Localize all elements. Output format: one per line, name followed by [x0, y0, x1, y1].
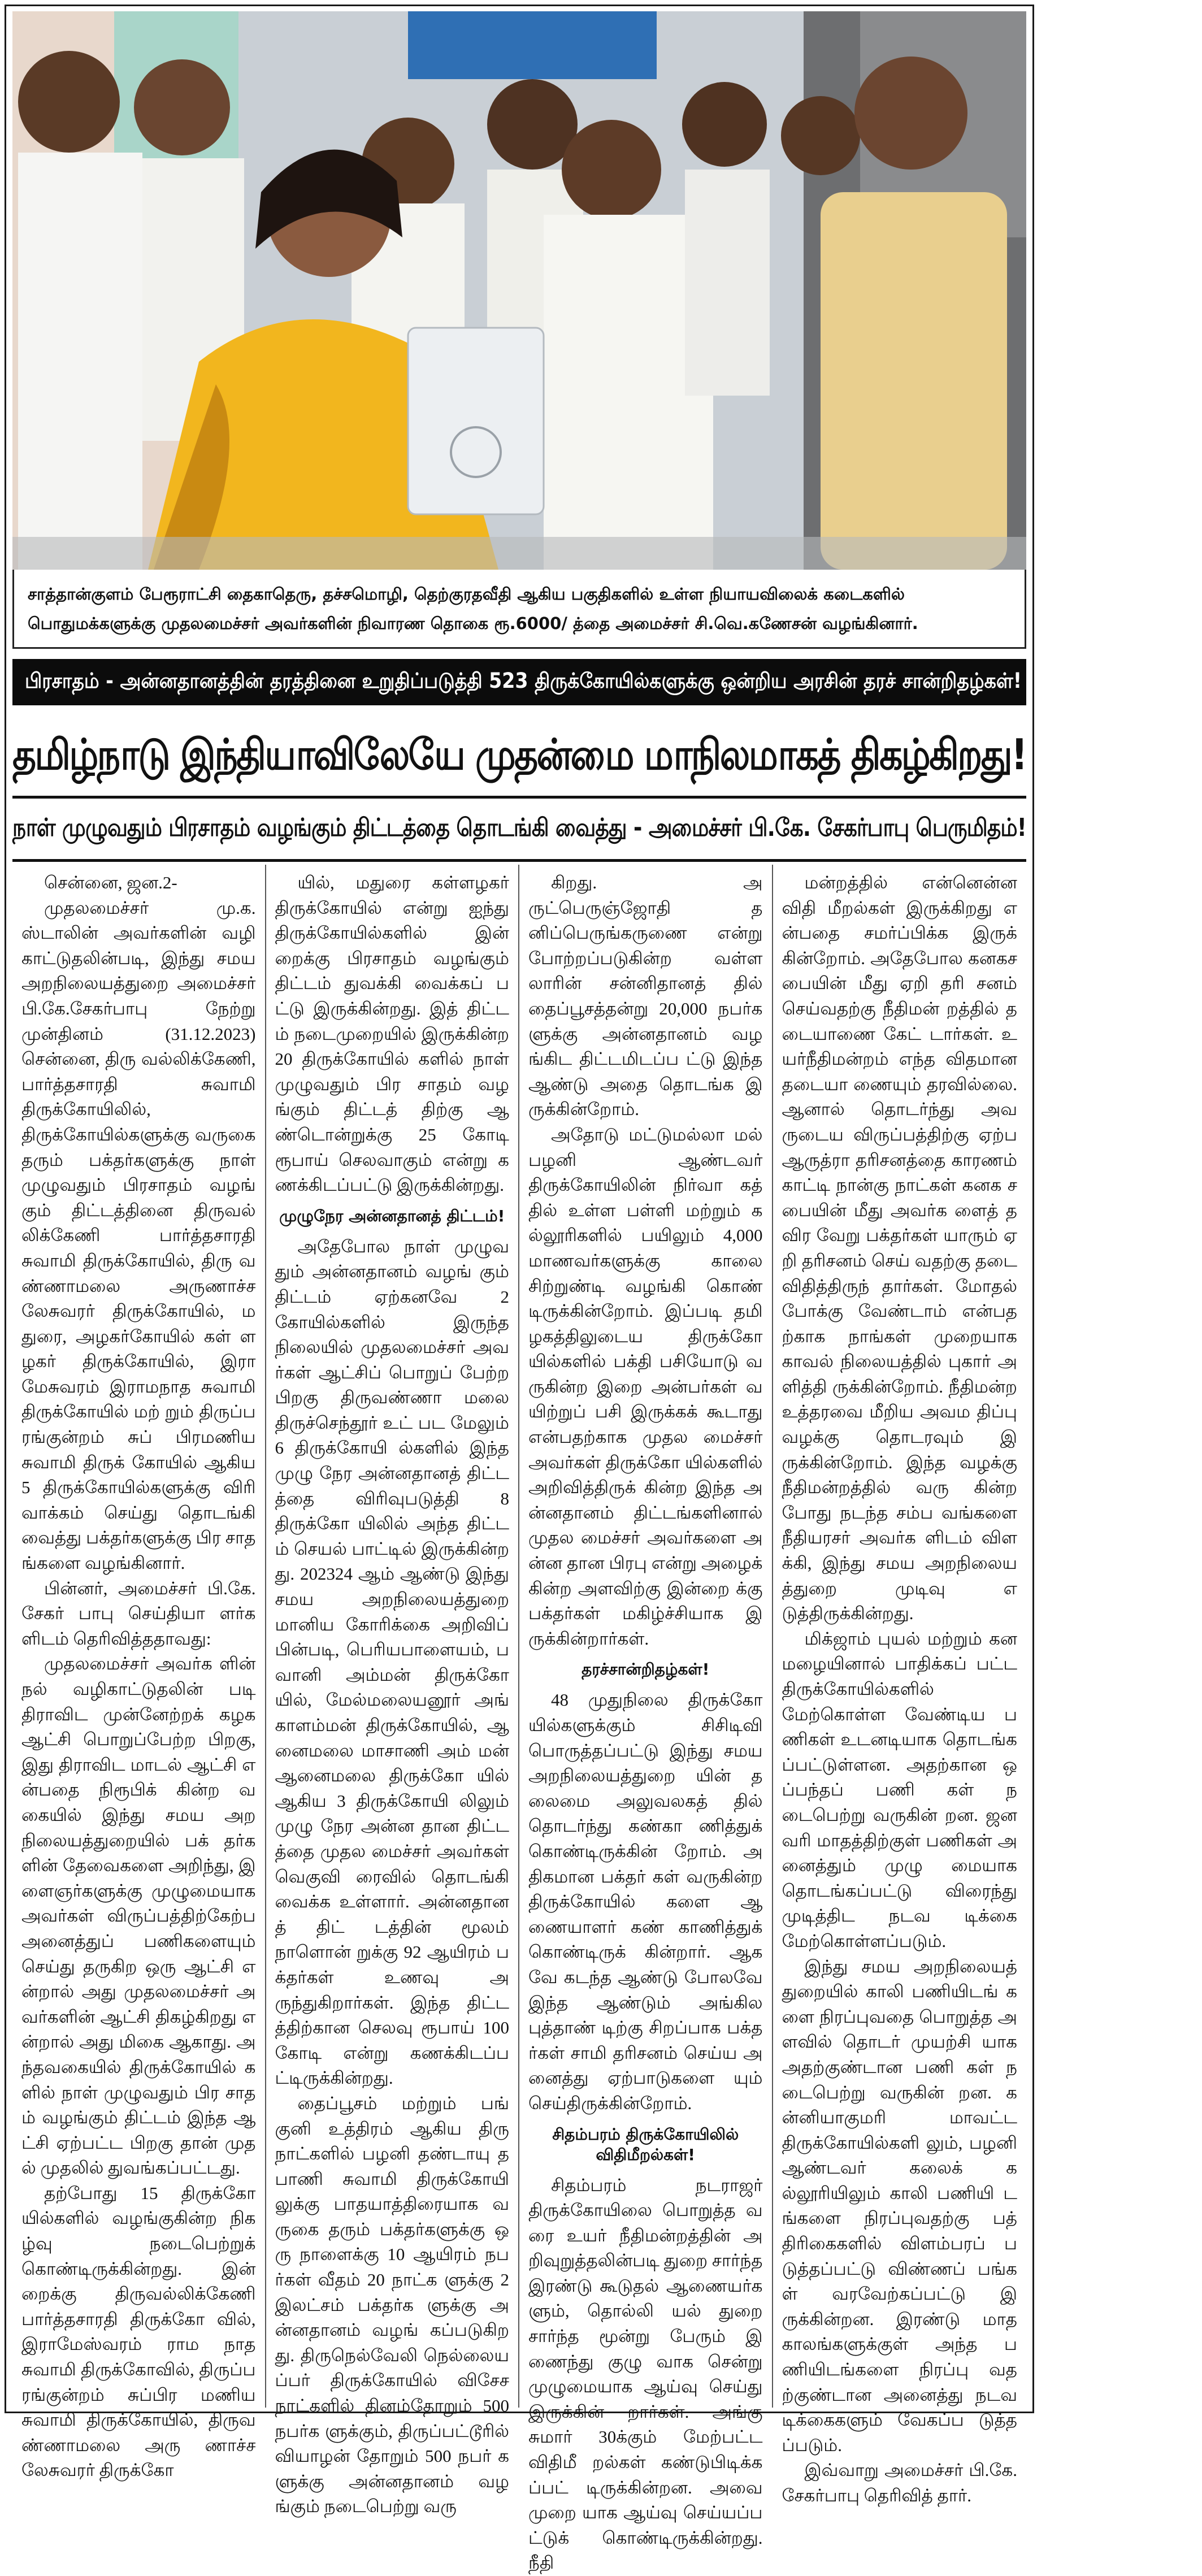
- paragraph: பின்னர், அமைச்சர் பி.கே.சேகர் பாபு செய்தியா ளர்களிடம் தெரிவித்ததாவது:: [21, 1576, 256, 1652]
- article-column-4: [773, 865, 1027, 2408]
- paragraph: மன்றத்தில் என்னென்ன விதி மீறல்கள் இருக்கிறது என்பதை சமர்ப்பிக்க இருக் கின்றோம். அதேபோல கனகசபையின் மீது ஏறி தரி சனம் செய்வதற்கு நீதிமன் றத்தில் தடையாணை கேட் டார்கள். உயர்நீதிமன்றம் எந்த விதமான தடையா ணையும் தரவில்லை. ஆனால் தொடர்ந்து அவருடைய விருப்பத்திற்கு ஏற்ப ஆருத்ரா தரிசனத்தை காரணம் காட்டி நான்கு நாட்கள் கனக சபையின் மீது அவர்க ளைத் தவிர வேறு பக்தர்கள் யாரும் ஏறி தரிசனம் செய் வதற்கு தடை விதித்திருந் தார்கள். மோதல் போக்கு வேண்டாம் என்பதற்காக நாங்கள் முறையாக காவல் நிலையத்தில் புகார் அளித்தி ருக்கின்றோம். நீதிமன்ற உத்தரவை மீறிய அவம திப்பு வழக்கு தொடரவும் இருக்கின்றோம். இந்த வழக்கு நீதிமன்றத்தில் வரு கின்ற போது நடந்த சம்ப வங்களை நீதியரசர் அவர்க ளிடம் விளக்கி, இந்து சமய அறநிலையத்துறை முடிவு எடுத்திருக்கின்றது.: [782, 870, 1018, 1627]
- section-heading: சிதம்பரம் திருக்கோயிலில் விதிமீறல்கள்!: [528, 2124, 763, 2165]
- paragraph: இந்து சமய அறநிலையத் துறையில் காலி பணியிடங் களை நிரப்புவதை பொறுத்த அளவில் தொடர் முயற்சி யாக அதற்குண்டான பணி கள் நடைபெற்று வருகின் றன. கன்னியாகுமரி மாவட்ட திருக்கோயில்களி லும், பழனி ஆண்டவர் கலைக் கல்லூரியிலும் காலி பணியி டங்களை நிரப்புவதற்கு பத் திரிகைகளில் விளம்பரப் படுத்தப்பட்டு விண்ணப் பங்கள் வரவேற்கப்பட்டு இருக்கின்றன. இரண்டு மாத காலங்களுக்குள் அந்த பணியிடங்களை நிரப்பு வதற்குண்டான அனைத்து நடவடிக்கைகளும் வேகப்ப டுத்தப்படும்.: [782, 1954, 1018, 2458]
- paragraph: தற்போது 15 திருக்கோ யில்களில் வழங்குகின்ற நிகழ்வு நடைபெற்றுக் கொண்டிருக்கின்றது. இன் றைக்கு திருவல்லிக்கேணி பார்த்தசாரதி திருக்கோ வில், இராமேஸ்வரம் ராம நாதசுவாமி திருக்கோவில், திருப்பரங்குன்றம் சுப்பிர மணிய சுவாமி திருக்கோயில், திருவண்ணாமலை அரு ணாச்சலேசுவரர் திருக்கோ: [21, 2181, 256, 2483]
- caption-line-2: பொதுமக்களுக்கு முதலமைச்சர் அவர்களின் நிவாரண தொகை ரூ.6000/ த்தை அமைச்சர் சி.வெ.கணேசன் வழங்கினார்.: [28, 609, 1011, 638]
- article-body: [12, 865, 1026, 2408]
- paragraph: மிக்ஜாம் புயல் மற்றும் கனமழையினால் பாதிக்கப் பட்ட திருக்கோயில்களில் மேற்கொள்ள வேண்டிய பணிகள் உடனடியாக தொடங்கப்பட்டுள்ளன. அதற்கான ஒப்பந்தப் பணி கள் நடைபெற்று வருகின் றன. ஜனவரி மாதத்திற்குள் பணிகள் அனைத்தும் முழு மையாக தொடங்கப்பட்டு விரைந்து முடித்திட நடவ டிக்கை மேற்கொள்ளப்படும்.: [782, 1627, 1018, 1954]
- paragraph: கிறது. அருட்பெருஞ்ஜோதி தனிப்பெருங்கருணை என்று போற்றப்படுகின்ற வள்ளலாரின் சன்னிதானத் தில் தைப்பூசத்தன்று 20,000 நபர்களுக்கு அன்னதானம் வழங்கிட திட்டமிடப்ப ட்டு இந்த ஆண்டு அதை தொடங்க இருக்கின்றோம்.: [528, 870, 763, 1122]
- article-column-2: [266, 865, 520, 2408]
- photo-illustration: [12, 11, 1026, 570]
- caption-line-1: சாத்தான்குளம் பேரூராட்சி தைகாதெரு, தச்சமொழி, தெற்குரதவீதி ஆகிய பகுதிகளில் உள்ள நியாயவிலைக் கடைகளில்: [28, 579, 1011, 609]
- photo-caption: [12, 570, 1026, 649]
- paragraph: அதேபோல நாள் முழுவ தும் அன்னதானம் வழங் கும் திட்டம் ஏற்கனவே 2 கோயில்களில் இருந்த நிலையில் முதலமைச்சர் அவர்கள் ஆட்சிப் பொறுப் பேற்ற பிறகு திருவண்ணா மலை திருச்செந்தூர் உட் பட மேலும் 6 திருக்கோயி ல்களில் இந்த முழு நேர அன்னதானத் திட்டத்தை விரிவுபடுத்தி 8 திருக்கோ யிலில் அந்த திட்டம் செயல் பாட்டில் இருக்கின்றது. 202324 ஆம் ஆண்டு இந்து சமய அறநிலையத்துறை மானிய கோரிக்கை அறிவிப் பின்படி, பெரியபாளையம், பவானி அம்மன் திருக்கோ யில், மேல்மலையனூர் அங் காளம்மன் திருக்கோயில், ஆனைமலை மாசாணி அம் மன் ஆனைமலை திருக்கோ யில் ஆகிய 3 திருக்கோயி லிலும் முழு நேர அன்ன தான திட்டத்தை முதல மைச்சர் அவர்கள் வெகுவி ரைவில் தொடங்கி வைக்க உள்ளார். அன்னதானத் திட் டத்தின் மூலம் நாளொன் றுக்கு 92 ஆயிரம் பக்தர்கள் உணவு அருந்துகிறார்கள். இந்த திட்டத்திற்கான செலவு ரூபாய் 100 கோடி என்று கணக்கிடப்பட்டிருக்கின்றது.: [275, 1234, 510, 2091]
- news-photo: [12, 11, 1026, 570]
- paragraph: 48 முதுநிலை திருக்கோ யில்களுக்கும் சிசிடிவி பொருத்தப்பட்டு இந்து சமய அறநிலையத்துறை யின் தலைமை அலுவலகத் தில் தொடர்ந்து கண்கா ணித்துக் கொண்டிருக்கின் றோம். அதிகமான பக்தர் கள் வருகின்ற திருக்கோயில் களை ஆணையாளர் கண் காணித்துக் கொண்டிருக் கின்றார். ஆகவே கடந்த ஆண்டு போலவே இந்த ஆண்டும் அங்கில புத்தாண் டிற்கு சிறப்பாக பக்தர்கள் சாமி தரிசனம் செய்ய அனைத்து ஏற்பாடுகளை யும் செய்திருக்கின்றோம்.: [528, 1688, 763, 2116]
- subheadline: நாள் முழுவதும் பிரசாதம் வழங்கும் திட்டத்தை தொடங்கி வைத்து - அமைச்சர் பி.கே. சேகர்பாபு பெருமிதம்!: [12, 797, 1026, 859]
- section-heading: தரச்சான்றிதழ்கள்!: [528, 1659, 763, 1680]
- paragraph: அதோடு மட்டுமல்லா மல் பழனி ஆண்டவர் திருக்கோயிலின் நிர்வா கத் தில் உள்ள பள்ளி மற்றும் கல்லூரிகளில் பயிலும் 4,000 மாணவர்களுக்கு காலை சிற்றுண்டி வழங்கி கொண் டிருக்கின்றோம். இப்படி தமி ழகத்திலுடைய திருக்கோ யில்களில் பக்தி பசியோடு வருகின்ற இறை அன்பர்கள் வயிற்றுப் பசி இருக்கக் கூடாது என்பதற்காக முதல மைச்சர் அவர்கள் திருக்கோ யில்களில் அறிவித்திருக் கின்ற இந்த அன்னதானம் திட்டங்களினால் முதல மைச்சர் அவர்களை அன்ன தான பிரபு என்று அழைக் கின்ற அளவிற்கு இன்றை க்கு பக்தர்கள் மகிழ்ச்சியாக இருக்கின்றார்கள்.: [528, 1122, 763, 1651]
- paragraph: யில், மதுரை கள்ளழகர் திருக்கோயில் என்று ஐந்து திருக்கோயில்களில் இன் றைக்கு பிரசாதம் வழங்கும் திட்டம் துவக்கி வைக்கப் பட்டு இருக்கின்றது. இத் திட்டம் நடைமுறையில் இருக்கின்ற 20 திருக்கோயில் களில் நாள் முழுவதும் பிர சாதம் வழங்கும் திட்டத் திற்கு ஆண்டொன்றுக்கு 25 கோடி ரூபாய் செலவாகும் என்று கணக்கிடப்பட்டு இருக்கின்றது.: [275, 870, 510, 1198]
- paragraph: முதலமைச்சர் அவர்க ளின் நல் வழிகாட்டுதலின் படி திராவிட முன்னேற்றக் கழக ஆட்சி பொறுப்பேற்ற பிறகு, இது திராவிட மாடல் ஆட்சி என்பதை நிரூபிக் கின்ற வகையில் இந்து சமய அறநிலையத்துறையில் பக் தர்களின் தேவைகளை அறிந்து, இளைஞர்களுக்கு முழுமையாக அவர்கள் விருப்பத்திற்கேற்ப அனைத்துப் பணிகளையும் செய்து தருகிற ஒரு ஆட்சி என்றால் அது முதலமைச்சர் அவர்களின் ஆட்சி திகழ்கிறது என்றால் அது மிகை ஆகாது. அந்தவகையில் திருக்கோயில் களில் நாள் முழுவதும் பிர சாதம் வழங்கும் திட்டம் இந்த ஆட்சி ஏற்பட்ட பிறகு தான் முதல் முதலில் துவங்கப்பட்டது.: [21, 1651, 256, 2180]
- dateline: சென்னை, ஜன.2-: [21, 870, 256, 896]
- subhead-rule: [12, 859, 1026, 862]
- paragraph: சிதம்பரம் நடராஜர் திருக்கோயிலை பொறுத்த வரை உயர் நீதிமன்றத்தின் அறிவுறுத்தலின்படி துறை சார்ந்த இரண்டு கூடுதல் ஆணையர்களும், தொல்லி யல் துறை சார்ந்த மூன்று பேரும் இணைந்து குழு வாக சென்று முழுமையாக ஆய்வு செய்து இருக்கின் றார்கள். அங்கு சுமார் 30க்கும் மேற்பட்ட விதிமீ றல்கள் கண்டுபிடிக்கப்பட் டிருக்கின்றன. அவை முறை யாக ஆய்வு செய்யப்பட்டுக் கொண்டிருக்கின்றது. நீதி: [528, 2173, 763, 2576]
- paragraph: தைப்பூசம் மற்றும் பங் குனி உத்திரம் ஆகிய திரு நாட்களில் பழனி தண்டாயு தபாணி சுவாமி திருக்கோயி லுக்கு பாதயாத்திரையாக வருகை தரும் பக்தர்களுக்கு ஒரு நாளைக்கு 10 ஆயிரம் நபர்கள் வீதம் 20 நாட்க ளுக்கு 2 இலட்சம் பக்தர்க ளுக்கு அன்னதானம் வழங் கப்படுகிறது. திருநெல்வேலி நெல்லையப்பர் திருக்கோயில் விசேச நாட்களில் தினம்தோறும் 500 நபர்க ளுக்கும், திருப்பட்டூரில் வியாழன் தோறும் 500 நபர் களுக்கு அன்னதானம் வழங்கும் நடைபெற்று வரு: [275, 2091, 510, 2519]
- kicker-banner: பிரசாதம் - அன்னதானத்தின் தரத்தினை உறுதிப்படுத்தி 523 திருக்கோயில்களுக்கு ஒன்றிய அரசின் தரச் சான்றிதழ்கள்!: [12, 659, 1026, 705]
- article-column-3: [519, 865, 773, 2408]
- headline: தமிழ்நாடு இந்தியாவிலேயே முதன்மை மாநிலமாகத் திகழ்கிறது!: [12, 713, 1026, 796]
- article-column-1: [12, 865, 266, 2408]
- paragraph: முதலமைச்சர் மு.க. ஸ்டாலின் அவர்களின் வழி காட்டுதலின்படி, இந்து சமய அறநிலையத்துறை அமைச்சர் பி.கே.சேகர்பாபு நேற்று முன்தினம் (31.12.2023) சென்னை, திரு வல்லிக்கேணி, பார்த்தசாரதி சுவாமி திருக்கோயிலில், திருக்கோயில்களுக்கு வருகை தரும் பக்தர்களுக்கு நாள் முழுவதும் பிரசாதம் வழங் கும் திட்டத்தினை திருவல் லிக்கேணி பார்த்தசாரதி சுவாமி திருக்கோயில், திரு வண்ணாமலை அருணாச்ச லேசுவரர் திருக்கோயில், மதுரை, அழகர்கோயில் கள் ளழகர் திருக்கோயில், இரா மேசுவரம் இராமநாத சுவாமி திருக்கோயில் மற் றும் திருப்பரங்குன்றம் சுப் பிரமணிய சுவாமி திருக் கோயில் ஆகிய 5 திருக்கோயில்களுக்கு விரி வாக்கம் செய்து தொடங்கி வைத்து பக்தர்களுக்கு பிர சாதங்களை வழங்கினார்.: [21, 896, 256, 1576]
- section-heading: முழுநேர அன்னதானத் திட்டம்!: [275, 1206, 510, 1226]
- paragraph: இவ்வாறு அமைச்சர் பி.கே.சேகர்பாபு தெரிவித் தார்.: [782, 2458, 1018, 2508]
